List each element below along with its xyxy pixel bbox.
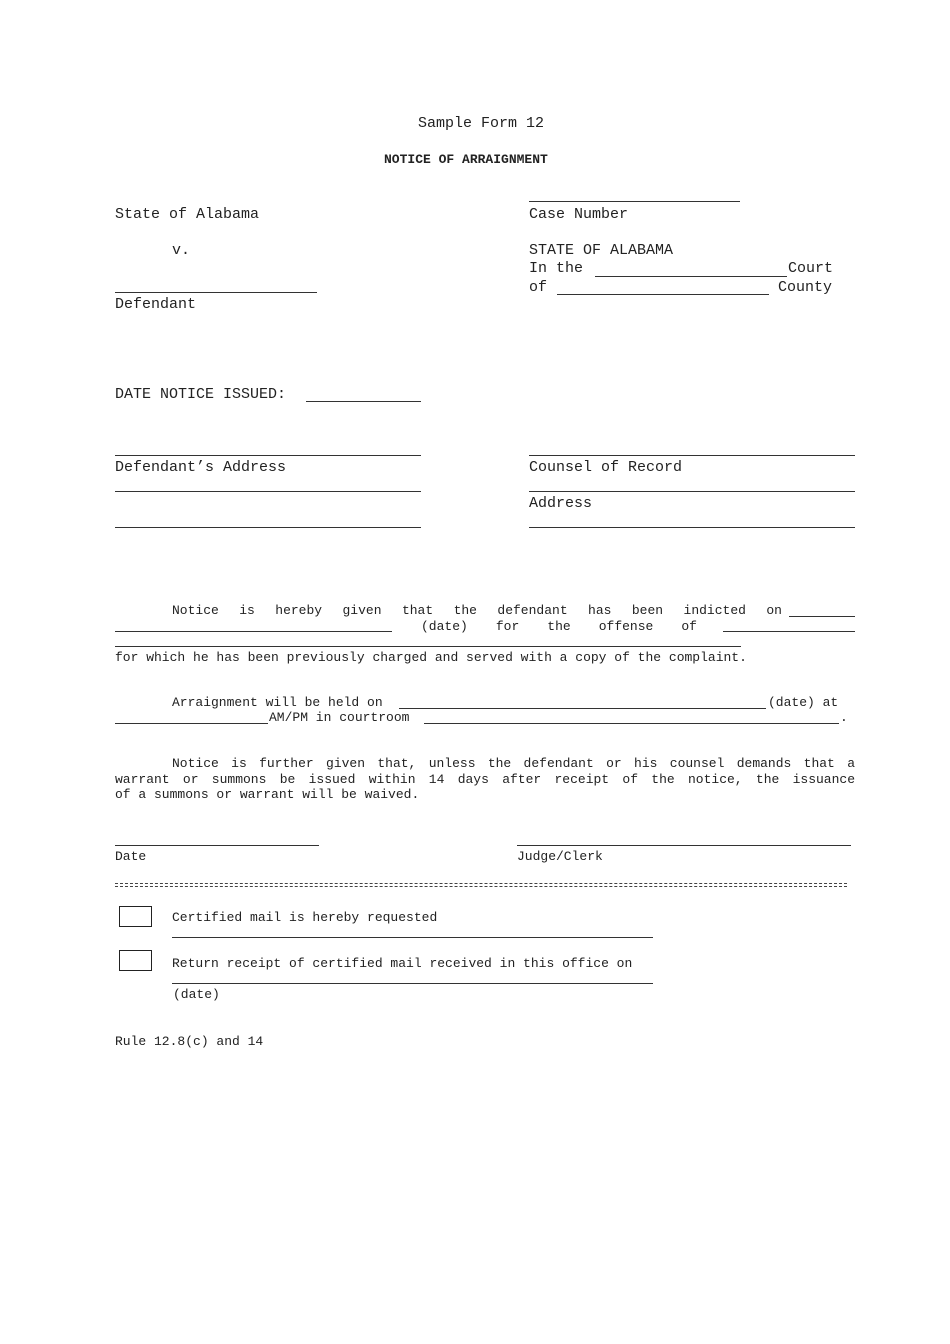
county-name-line[interactable]	[557, 294, 769, 295]
counsel-name-line[interactable]	[529, 455, 855, 456]
counsel-address-line-1[interactable]	[529, 491, 855, 492]
judge-clerk-label: Judge/Clerk	[517, 849, 603, 864]
word: indicted	[683, 603, 746, 618]
address-label: Address	[529, 495, 593, 512]
rule-reference: Rule 12.8(c) and 14	[115, 1034, 264, 1049]
counsel-label: Counsel of Record	[529, 459, 683, 476]
word: the	[453, 603, 477, 618]
certified-mail-line[interactable]	[172, 937, 653, 938]
court-name-line[interactable]	[595, 276, 787, 277]
word: Notice	[172, 603, 219, 618]
arraignment-time-line[interactable]	[115, 723, 268, 724]
notice-paragraph-line-1	[172, 603, 782, 618]
state-label: State of Alabama	[115, 206, 260, 223]
date-signature-line[interactable]	[115, 845, 319, 846]
versus-label: v.	[172, 242, 191, 259]
defendant-address-line-3[interactable]	[115, 527, 421, 528]
certified-mail-label: Certified mail is hereby requested	[172, 910, 438, 925]
word: (date)	[421, 619, 468, 634]
offense-continued-line[interactable]	[115, 646, 741, 647]
of-label: of	[529, 279, 548, 296]
date-notice-issued-label: DATE NOTICE ISSUED:	[115, 386, 287, 403]
word: defendant	[497, 603, 568, 618]
defendant-label: Defendant	[115, 296, 197, 313]
case-number-line[interactable]	[529, 201, 740, 202]
defendant-address-label: Defendant’s Address	[115, 459, 287, 476]
defendant-name-line[interactable]	[115, 292, 317, 293]
judge-signature-line[interactable]	[517, 845, 851, 846]
county-label: County	[778, 279, 833, 296]
word: on	[766, 603, 782, 618]
return-receipt-label: Return receipt of certified mail received in this office on	[172, 956, 633, 971]
further-notice-line-3: of a summons or warrant will be waived.	[115, 787, 420, 802]
arraignment-date-hint: (date) at	[768, 695, 839, 710]
return-date-hint: (date)	[173, 987, 220, 1002]
further-notice-line-2: warrant or summons be issued within 14 days after receipt of the notice, the issuance	[115, 772, 855, 787]
date-label: Date	[115, 849, 147, 864]
word: hereby	[275, 603, 323, 618]
sample-form-label: Sample Form 12	[418, 115, 545, 132]
word: is	[239, 603, 255, 618]
defendant-address-line-1[interactable]	[115, 455, 421, 456]
notice-paragraph-line-2	[421, 619, 697, 634]
section-divider	[115, 883, 847, 887]
return-receipt-checkbox[interactable]	[119, 950, 152, 971]
further-notice-line-1: Notice is further given that, unless the defendant or his counsel demands that a	[172, 756, 855, 771]
word: offense	[598, 619, 654, 634]
arraignment-label: Arraignment will be held on	[172, 695, 383, 710]
period-mark: .	[840, 710, 848, 725]
word: that	[401, 603, 434, 618]
indicted-date-continued-line[interactable]	[115, 631, 392, 632]
defendant-address-line-2[interactable]	[115, 491, 421, 492]
case-number-label: Case Number	[529, 206, 629, 223]
courtroom-line[interactable]	[424, 723, 839, 724]
indicted-date-line[interactable]	[789, 616, 855, 617]
state-caps-label: STATE OF ALABAMA	[529, 242, 674, 259]
date-notice-issued-line[interactable]	[306, 401, 421, 402]
word: of	[681, 619, 697, 634]
arraignment-date-line[interactable]	[399, 708, 766, 709]
counsel-address-line-2[interactable]	[529, 527, 855, 528]
word: the	[547, 619, 571, 634]
word: given	[342, 603, 382, 618]
court-label: Court	[788, 260, 834, 277]
word: has	[588, 603, 612, 618]
word: for	[495, 619, 520, 634]
page-title: NOTICE OF ARRAIGNMENT	[384, 152, 548, 167]
offense-line[interactable]	[723, 631, 855, 632]
ampm-courtroom-label: AM/PM in courtroom	[269, 710, 410, 725]
notice-paragraph-line-3: for which he has been previously charged and served with a copy of the complaint.	[115, 650, 747, 665]
certified-mail-checkbox[interactable]	[119, 906, 152, 927]
word: been	[631, 603, 664, 618]
return-receipt-date-line[interactable]	[172, 983, 653, 984]
in-the-label: In the	[529, 260, 584, 277]
